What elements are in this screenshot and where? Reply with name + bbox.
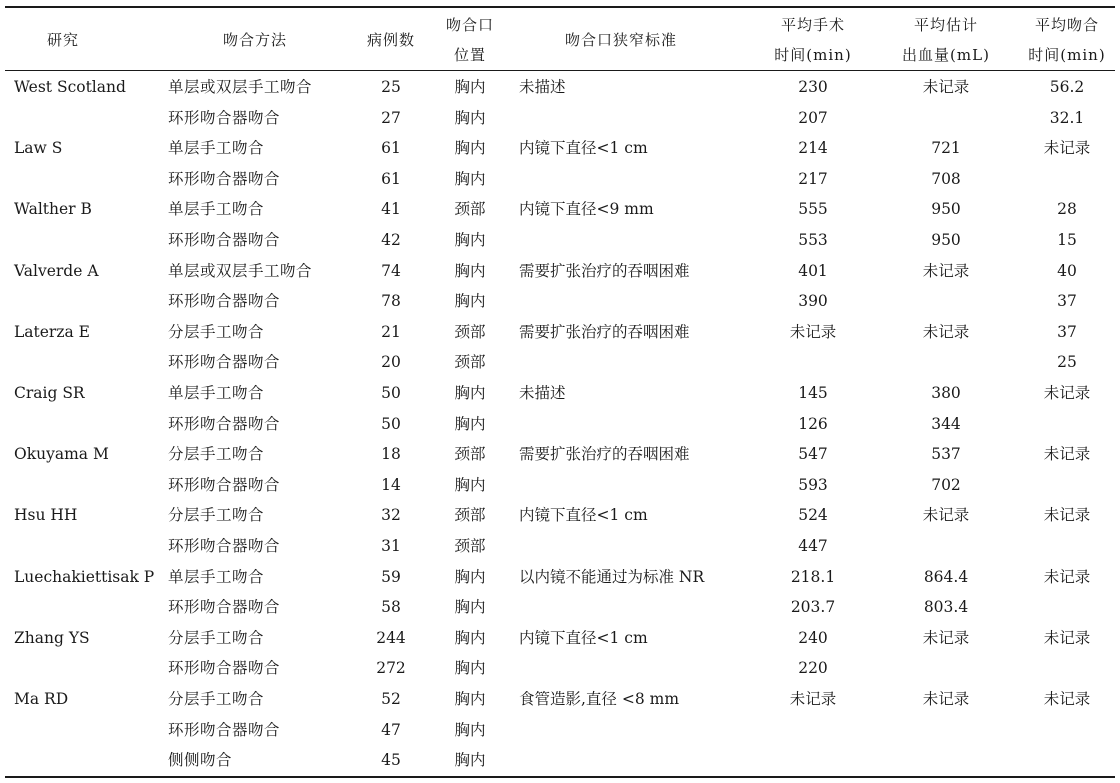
table-row [0,317,1120,348]
cell-blood-loss: 未记录 [922,78,970,96]
cell-op-time: 593 [798,475,828,494]
cell-location: 胸内 [454,169,486,188]
cell-cases: 74 [381,261,401,280]
cell-criteria: 需要扩张治疗的吞咽困难 [519,261,690,280]
table-row [0,623,1120,654]
cell-method: 单层手工吻合 [168,139,265,158]
cell-blood-loss: 344 [931,414,961,433]
cell-method: 侧侧吻合 [168,751,233,770]
cell-op-time: 未记录 [789,690,837,708]
cell-study: West Scotland [14,78,126,96]
cell-method: 单层手工吻合 [168,200,265,219]
cell-blood-loss: 未记录 [922,261,970,280]
table-row [0,378,1120,409]
cell-op-time [760,347,866,378]
table-row [0,72,1120,103]
cell-op-time: 390 [798,292,828,311]
cell-blood-loss: 未记录 [922,628,970,647]
table-row [0,225,1120,256]
cell-blood-loss [890,715,1002,746]
cell-location: 胸内 [454,139,486,158]
cell-location: 胸内 [454,414,486,433]
cell-anast-time [1016,531,1118,562]
cell-anast-time: 28 [1057,200,1077,219]
cell-location: 胸内 [454,261,486,280]
header-method: 吻合方法 [222,31,287,49]
cell-criteria: 内镜下直径<9 mm [519,200,654,219]
cell-study: Law S [14,139,63,158]
table-row [0,562,1120,593]
table-row [0,592,1120,623]
table-row [0,684,1120,715]
cell-study: Walther B [14,200,92,219]
top-rule [5,6,1115,8]
cell-location: 胸内 [454,720,486,739]
cell-op-time: 207 [798,108,828,127]
cell-cases: 45 [381,751,401,770]
cell-op-time: 401 [798,261,828,280]
cell-cases: 42 [381,231,401,249]
cell-cases: 20 [381,353,401,372]
cell-location: 胸内 [454,628,486,647]
table-row [0,531,1120,562]
cell-op-time: 547 [798,445,828,464]
cell-study: Laterza E [14,322,90,341]
cell-blood-loss [890,745,1002,776]
cell-blood-loss: 950 [931,200,961,219]
cell-study: Luechakiettisak P [14,567,155,586]
cell-study: Valverde A [14,261,99,280]
cell-blood-loss: 803.4 [923,598,969,617]
cell-cases: 18 [381,445,401,464]
cell-location: 颈部 [454,537,486,555]
cell-blood-loss: 721 [931,139,961,158]
cell-location: 颈部 [454,200,486,219]
cell-criteria: 内镜下直径<1 cm [519,139,648,158]
cell-method: 分层手工吻合 [168,506,265,525]
table-row [0,715,1120,746]
cell-method: 环形吻合器吻合 [168,537,281,555]
cell-location: 胸内 [454,567,486,586]
cell-op-time: 447 [798,537,828,555]
header-study: 研究 [46,31,79,49]
cell-anast-time: 未记录 [1043,690,1091,708]
cell-blood-loss: 702 [931,475,961,494]
cell-study: Ma RD [14,690,69,708]
header-location: 吻合口 位置 [445,16,494,64]
cell-anast-time: 未记录 [1043,506,1091,525]
cell-cases: 27 [381,108,401,127]
cell-blood-loss: 未记录 [922,506,970,525]
header-anast-time: 平均吻合 时间(min) [1028,16,1106,64]
header-criteria: 吻合口狭窄标准 [564,31,677,49]
cell-cases: 21 [381,322,401,341]
cell-blood-loss: 未记录 [922,690,970,708]
table-row [0,103,1120,134]
table-row [0,409,1120,440]
cell-cases: 272 [376,659,406,678]
cell-blood-loss: 864.4 [923,567,969,586]
cell-blood-loss [890,347,1002,378]
cell-study: Hsu HH [14,506,78,525]
cell-method: 环形吻合器吻合 [168,169,281,188]
cell-op-time: 220 [798,659,828,678]
cell-method: 分层手工吻合 [168,628,265,647]
cell-location: 胸内 [454,78,486,96]
cell-location: 颈部 [454,353,486,372]
cell-cases: 52 [381,690,401,708]
table-row [0,745,1120,776]
cell-location: 颈部 [454,506,486,525]
table-row [0,439,1120,470]
cell-method: 环形吻合器吻合 [168,598,281,617]
cell-anast-time [1016,164,1118,195]
cell-criteria: 食管造影,直径 <8 mm [519,690,680,708]
cell-cases: 58 [381,598,401,617]
bottom-rule [5,776,1115,778]
cell-anast-time [1016,653,1118,684]
cell-anast-time: 15 [1057,231,1077,249]
cell-anast-time [1016,592,1118,623]
cell-blood-loss [890,531,1002,562]
cell-op-time: 553 [798,231,828,249]
cell-blood-loss: 708 [931,169,961,188]
cell-study: Okuyama M [14,445,109,464]
cell-op-time: 217 [798,169,828,188]
cell-op-time: 214 [798,139,828,158]
cell-blood-loss [890,103,1002,134]
cell-cases: 14 [381,475,401,494]
cell-anast-time: 未记录 [1043,139,1091,158]
cell-blood-loss: 未记录 [922,322,970,341]
cell-op-time: 240 [798,628,828,647]
cell-method: 单层或双层手工吻合 [168,261,313,280]
cell-method: 环形吻合器吻合 [168,353,281,372]
cell-cases: 244 [376,628,406,647]
cell-anast-time [1016,745,1118,776]
cell-op-time: 203.7 [790,598,836,617]
cell-method: 环形吻合器吻合 [168,292,281,311]
table-row [0,194,1120,225]
cell-cases: 61 [381,139,401,158]
header-op-time: 平均手术 时间(min) [774,16,852,64]
cell-anast-time [1016,470,1118,501]
cell-criteria: 内镜下直径<1 cm [519,628,648,647]
cell-op-time: 524 [798,506,828,525]
cell-blood-loss: 380 [931,384,961,402]
cell-anast-time [1016,409,1118,440]
cell-blood-loss: 950 [931,231,961,249]
cell-location: 胸内 [454,659,486,678]
cell-anast-time: 25 [1057,353,1077,372]
cell-anast-time [1016,715,1118,746]
cell-location: 胸内 [454,751,486,770]
table-row [0,653,1120,684]
cell-criteria: 未描述 [519,384,566,402]
cell-criteria: 内镜下直径<1 cm [519,506,648,525]
cell-blood-loss [890,286,1002,317]
cell-study: Zhang YS [14,628,90,647]
table-row [0,256,1120,287]
cell-method: 环形吻合器吻合 [168,414,281,433]
cell-method: 环形吻合器吻合 [168,659,281,678]
cell-criteria: 以内镜不能通过为标准 NR [519,567,705,586]
cell-cases: 59 [381,567,401,586]
cell-method: 单层手工吻合 [168,384,265,402]
cell-anast-time: 32.1 [1049,108,1085,127]
cell-anast-time: 56.2 [1049,78,1085,96]
cell-op-time: 230 [798,78,828,96]
cell-cases: 78 [381,292,401,311]
cell-method: 环形吻合器吻合 [168,231,281,249]
cell-op-time: 145 [798,384,828,402]
table-row [0,164,1120,195]
cell-cases: 25 [381,78,401,96]
cell-location: 胸内 [454,108,486,127]
cell-cases: 50 [381,384,401,402]
cell-criteria: 需要扩张治疗的吞咽困难 [519,322,690,341]
cell-cases: 32 [381,506,401,525]
cell-blood-loss: 537 [931,445,961,464]
cell-method: 分层手工吻合 [168,445,265,464]
cell-criteria: 未描述 [519,78,566,96]
header-blood-loss: 平均估计 出血量(mL) [902,16,990,64]
header-rule [5,70,1115,71]
cell-method: 分层手工吻合 [168,322,265,341]
cell-location: 胸内 [454,690,486,708]
cell-anast-time: 未记录 [1043,567,1091,586]
cell-anast-time: 37 [1057,292,1077,311]
cell-method: 单层手工吻合 [168,567,265,586]
cell-location: 胸内 [454,292,486,311]
cell-method: 单层或双层手工吻合 [168,78,313,96]
cell-location: 颈部 [454,445,486,464]
cell-location: 胸内 [454,384,486,402]
table-row [0,347,1120,378]
cell-location: 胸内 [454,475,486,494]
table-row [0,133,1120,164]
cell-criteria: 需要扩张治疗的吞咽困难 [519,445,690,464]
cell-location: 颈部 [454,322,486,341]
header-cases: 病例数 [366,31,415,49]
cell-op-time [760,745,866,776]
cell-location: 胸内 [454,598,486,617]
cell-anast-time: 未记录 [1043,384,1091,402]
cell-method: 环形吻合器吻合 [168,108,281,127]
cell-blood-loss [890,653,1002,684]
cell-anast-time: 未记录 [1043,445,1091,464]
cell-method: 环形吻合器吻合 [168,720,281,739]
cell-cases: 50 [381,414,401,433]
cell-anast-time: 37 [1057,322,1077,341]
table-row [0,470,1120,501]
cell-cases: 47 [381,720,401,739]
cell-op-time: 555 [798,200,828,219]
cell-anast-time: 40 [1057,261,1077,280]
cell-location: 胸内 [454,231,486,249]
cell-op-time: 126 [798,414,828,433]
cell-op-time: 未记录 [789,322,837,341]
cell-cases: 61 [381,169,401,188]
cell-anast-time: 未记录 [1043,628,1091,647]
cell-cases: 31 [381,537,401,555]
cell-op-time [760,715,866,746]
cell-study: Craig SR [14,384,85,402]
cell-cases: 41 [381,200,401,219]
table-row [0,500,1120,531]
cell-method: 环形吻合器吻合 [168,475,281,494]
table-row [0,286,1120,317]
cell-op-time: 218.1 [790,567,836,586]
cell-method: 分层手工吻合 [168,690,265,708]
